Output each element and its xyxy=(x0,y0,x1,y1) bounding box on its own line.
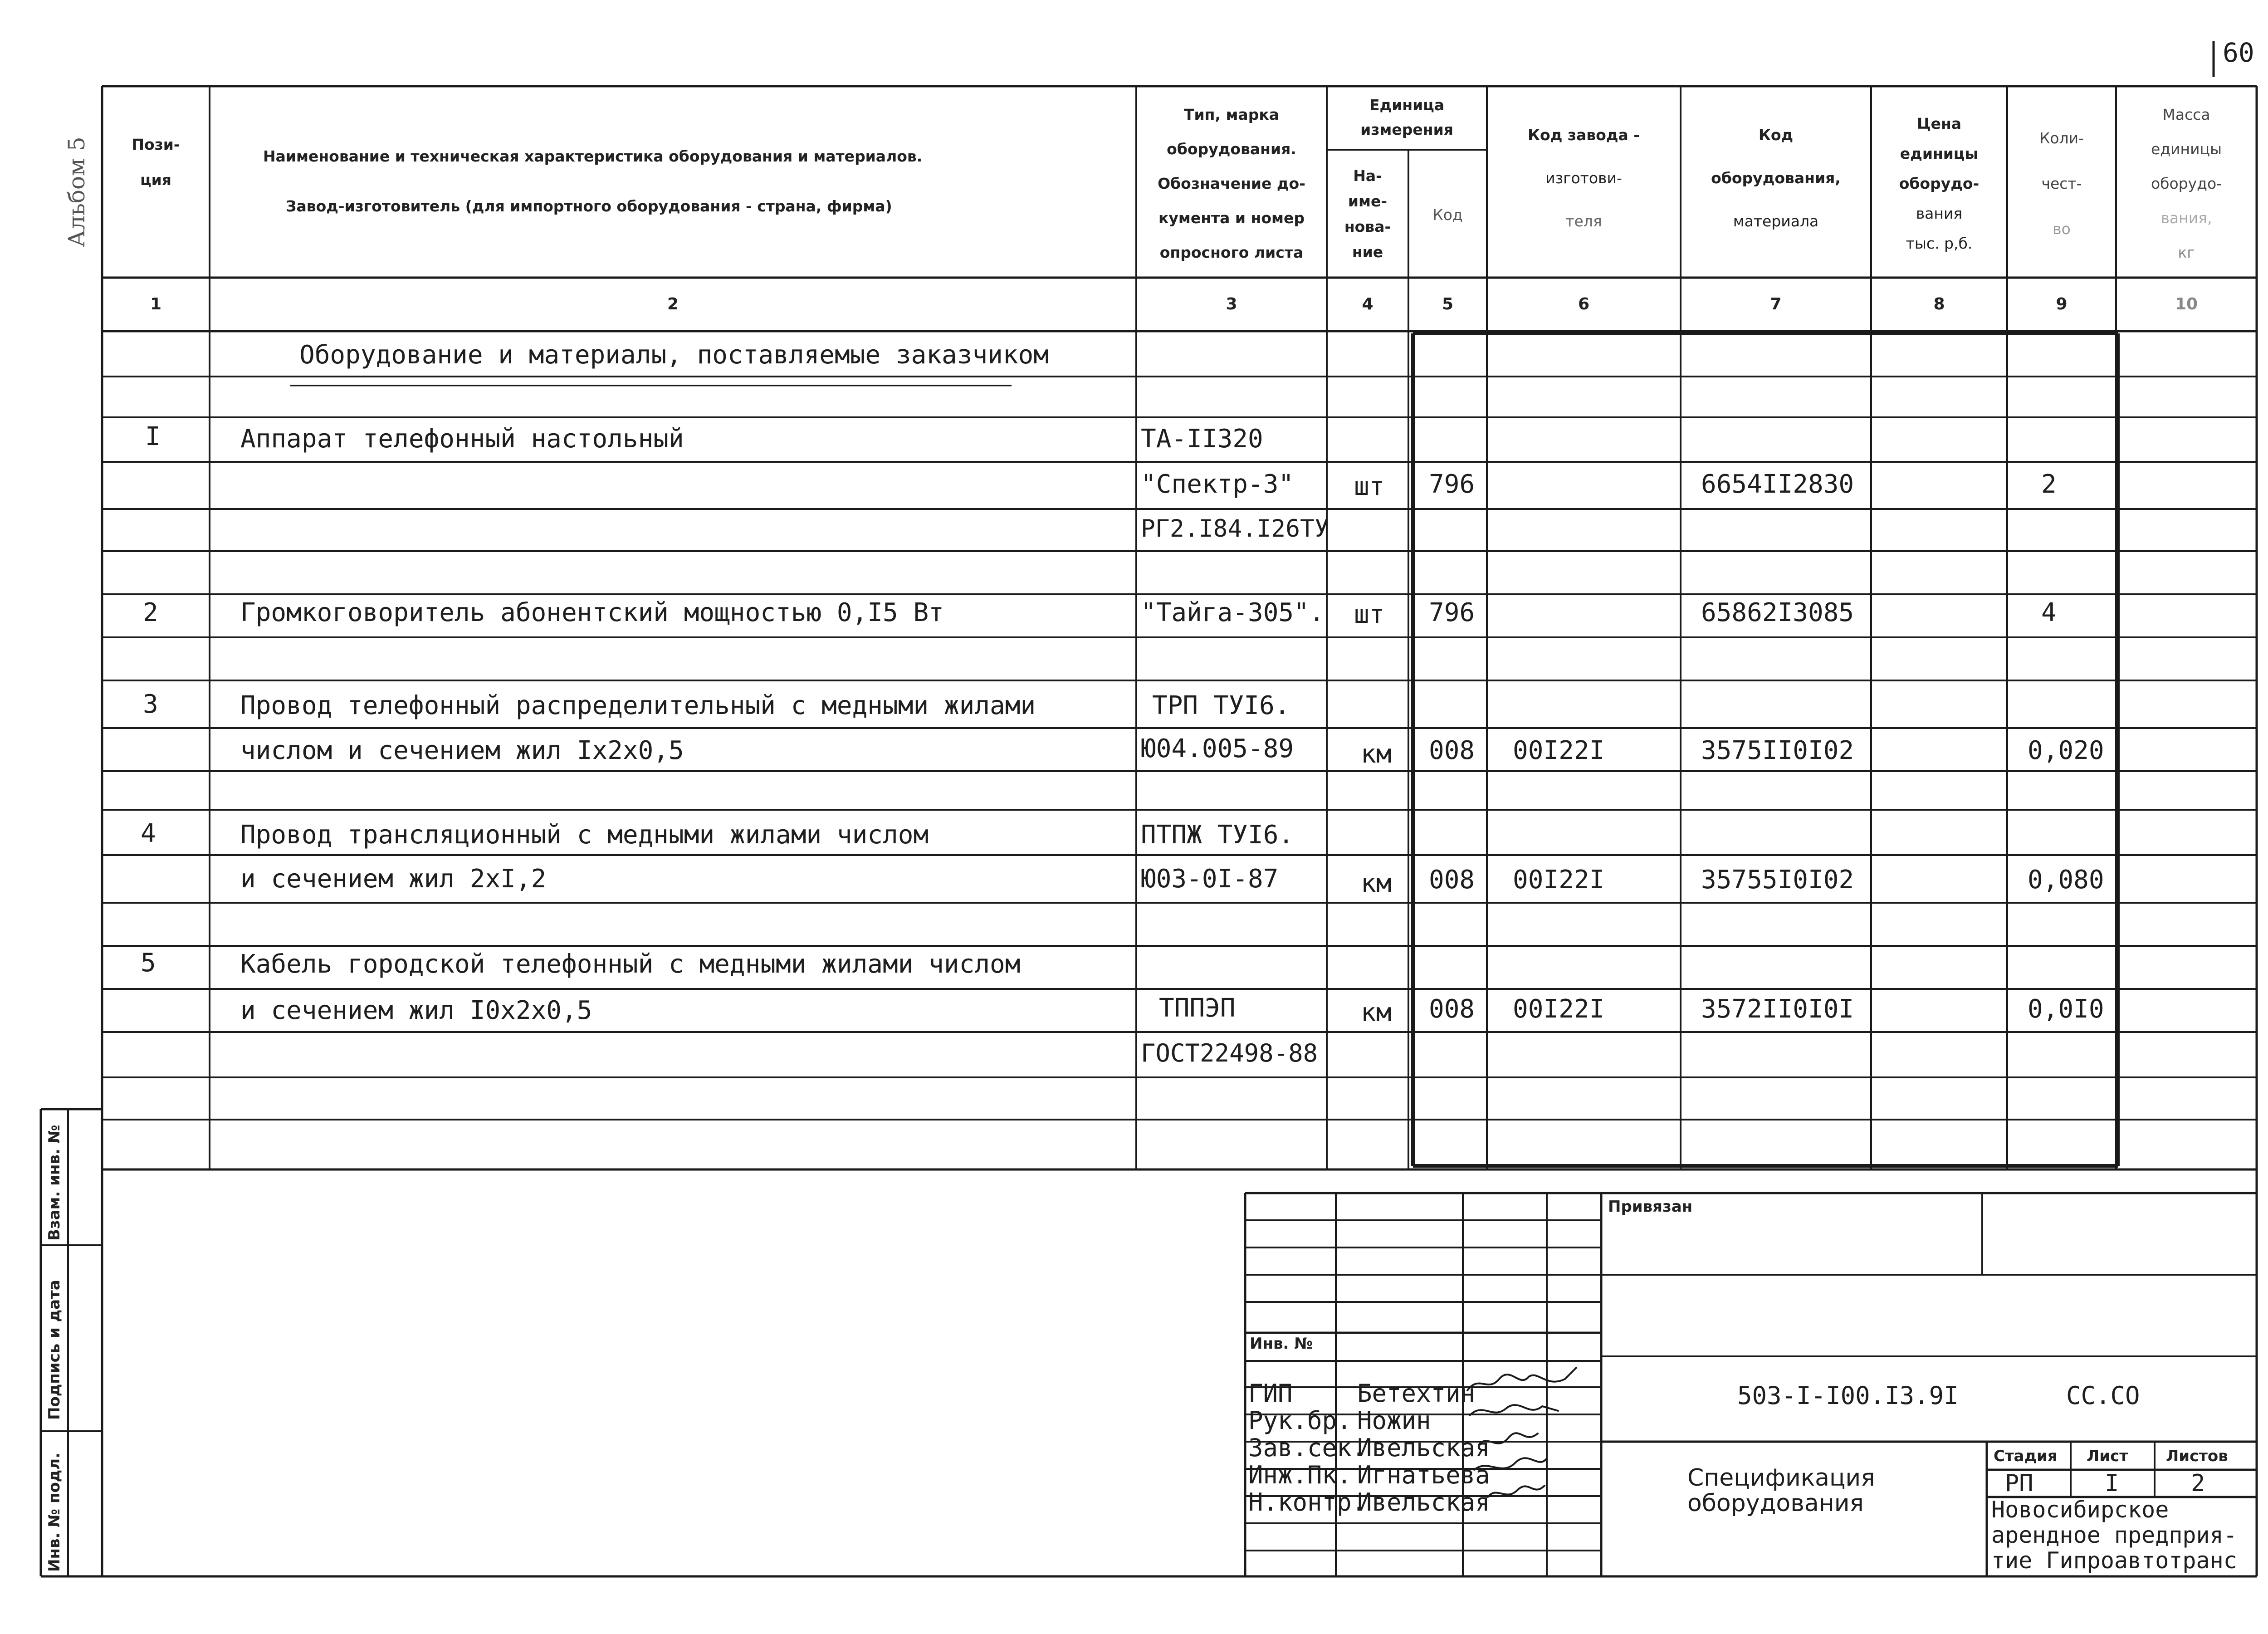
header-col1-line: Пози- xyxy=(132,136,180,153)
header-col3 xyxy=(1136,98,1327,270)
item-position: I xyxy=(145,422,161,451)
header-col7-line: оборудования, xyxy=(1711,169,1841,187)
item-unit: км xyxy=(1361,998,1392,1027)
column-number: 4 xyxy=(1362,295,1374,313)
item-material-code: 3575II0I02 xyxy=(1701,736,1854,765)
item-unit: шт xyxy=(1354,472,1385,501)
header-col4-line: име- xyxy=(1348,192,1388,210)
item-maker-code: 00I22I xyxy=(1513,865,1605,895)
organization xyxy=(1991,1497,2237,1573)
item-material-code: 6654II2830 xyxy=(1701,470,1854,499)
role-label: Зав.сек. xyxy=(1248,1433,1367,1462)
header-col4-line: На- xyxy=(1353,167,1382,185)
item-name: Громкоговоритель абонентский мощностью 0,I5 Вт xyxy=(240,598,944,627)
item-type: РГ2.I84.I26ТУ xyxy=(1141,515,1329,543)
document-title xyxy=(1687,1465,1875,1516)
role-label: Рук.бр. xyxy=(1248,1406,1352,1435)
item-name: и сечением жил 2хI,2 xyxy=(240,864,547,894)
sheet-label: Лист xyxy=(2087,1447,2128,1465)
header-col10-line: оборудо- xyxy=(2151,175,2222,192)
person-name: Ножин xyxy=(1357,1406,1431,1435)
item-type: ТППЭП xyxy=(1159,993,1236,1023)
item-type: "Тайга-305". xyxy=(1141,598,1325,627)
column-number: 3 xyxy=(1226,295,1237,313)
column-number: 5 xyxy=(1442,295,1454,313)
item-name: Провод трансляционный с медными жилами числом xyxy=(240,820,929,850)
column-number: 6 xyxy=(1578,295,1590,313)
header-col10-line: кг xyxy=(2178,244,2195,261)
column-number: 7 xyxy=(1770,295,1782,313)
item-position: 2 xyxy=(143,598,158,627)
header-col9-line: во xyxy=(2053,220,2071,238)
header-col3-line: Обозначение до- xyxy=(1158,175,1305,192)
item-maker-code: 00I22I xyxy=(1513,994,1605,1024)
header-col9 xyxy=(2007,116,2116,252)
role-label: Н.контр. xyxy=(1248,1488,1367,1517)
stage-label: Стадия xyxy=(1994,1447,2058,1465)
item-unit-code: 796 xyxy=(1429,598,1475,627)
role-label: Инж.Пк. xyxy=(1248,1461,1352,1489)
header-col8-line: Цена xyxy=(1916,115,1962,132)
header-unit xyxy=(1327,93,1487,142)
item-type: ГОСТ22498-88 xyxy=(1141,1039,1318,1067)
column-number: 1 xyxy=(150,295,162,313)
item-quantity: 2 xyxy=(2041,470,2057,499)
header-col3-line: опросного листа xyxy=(1159,244,1304,261)
header-col9-line: чест- xyxy=(2041,175,2082,192)
header-col6-line: изготови- xyxy=(1545,169,1622,187)
inv-no-label: Инв. № xyxy=(1250,1335,1313,1353)
organization-line: арендное предприя- xyxy=(1991,1522,2237,1548)
item-type: ПТПЖ ТУI6. xyxy=(1141,820,1294,850)
item-name: Провод телефонный распределительный с медными жилами xyxy=(240,691,1036,720)
header-col3-line: оборудования. xyxy=(1167,140,1296,158)
header-col7-line: материала xyxy=(1733,212,1819,230)
header-col4 xyxy=(1327,163,1408,265)
item-material-code: 3572II0I0I xyxy=(1701,994,1854,1024)
organization-line: тие Гипроавтотранс xyxy=(1991,1547,2237,1574)
item-quantity: 0,020 xyxy=(2028,736,2104,765)
header-col8-line: тыс. р,б. xyxy=(1906,235,1973,252)
header-col1 xyxy=(102,127,210,198)
side-stamp-label: Взам. инв. № xyxy=(45,1125,64,1241)
header-col6 xyxy=(1487,113,1681,243)
item-name: и сечением жил I0х2х0,5 xyxy=(240,996,592,1025)
organization-line: Новосибирское xyxy=(1991,1497,2169,1523)
header-col4-line: нова- xyxy=(1344,218,1391,235)
header-col9-line: Коли- xyxy=(2039,129,2084,147)
sheets-value: 2 xyxy=(2191,1470,2205,1497)
document-title-line: оборудования xyxy=(1687,1490,1864,1517)
section-title: Оборудование и материалы, поставляемые заказчиком xyxy=(299,340,1049,370)
header-col4-line: ние xyxy=(1352,243,1383,261)
page-number: 60 xyxy=(2223,37,2254,68)
header-col6-line: теля xyxy=(1565,212,1602,230)
item-material-code: 35755I0I02 xyxy=(1701,865,1854,895)
item-position: 5 xyxy=(141,948,156,978)
header-col5: Код xyxy=(1432,206,1463,224)
person-name: Ивельская xyxy=(1357,1488,1490,1517)
sheets-label: Листов xyxy=(2166,1447,2228,1465)
item-unit-code: 008 xyxy=(1429,736,1475,765)
sheet-value: I xyxy=(2105,1470,2119,1497)
header-col10 xyxy=(2116,98,2257,270)
item-type: Ю03-0I-87 xyxy=(1141,864,1279,894)
item-maker-code: 00I22I xyxy=(1513,736,1605,765)
header-col8 xyxy=(1871,109,2007,259)
item-quantity: 4 xyxy=(2041,598,2057,627)
header-col8-line: единицы xyxy=(1900,145,1979,162)
header-col2 xyxy=(213,132,1129,231)
column-numbers-row xyxy=(0,278,2268,331)
role-label: ГИП xyxy=(1248,1379,1293,1408)
header-col2-line: Завод-изготовитель (для импортного оборудования - страна, фирма) xyxy=(286,197,892,215)
item-position: 4 xyxy=(141,819,156,848)
column-number: 10 xyxy=(2175,295,2198,313)
header-col8-line: оборудо- xyxy=(1899,175,1980,192)
item-type: "Спектр-3" xyxy=(1141,470,1294,499)
header-unit-line: измерения xyxy=(1360,121,1453,138)
album-label: Альбом 5 xyxy=(64,137,90,247)
person-name: Ивельская xyxy=(1357,1433,1490,1462)
item-type: ТРП ТУI6. xyxy=(1152,691,1290,720)
document-code: 503-I-I00.I3.9I xyxy=(1737,1381,1959,1410)
item-unit: км xyxy=(1361,869,1392,898)
item-quantity: 0,080 xyxy=(2028,865,2104,895)
item-unit-code: 008 xyxy=(1429,865,1475,895)
handwritten-signatures xyxy=(1461,1365,1588,1520)
header-col7-line: Код xyxy=(1758,126,1794,144)
item-name: Кабель городской телефонный с медными жилами числом xyxy=(240,949,1021,979)
header-col10-line: единицы xyxy=(2151,140,2222,158)
document-title-line: Спецификация xyxy=(1687,1464,1875,1492)
item-unit-code: 796 xyxy=(1429,470,1475,499)
side-stamp-label: Инв. № подл. xyxy=(45,1452,64,1572)
header-col2-line: Наименование и техническая характеристика оборудования и материалов. xyxy=(263,147,923,165)
column-number: 2 xyxy=(667,295,679,313)
item-quantity: 0,0I0 xyxy=(2028,994,2104,1024)
column-number: 8 xyxy=(1933,295,1945,313)
header-col6-line: Код завода - xyxy=(1528,126,1640,144)
person-name: Бетехтин xyxy=(1357,1379,1476,1408)
item-name: числом и сечением жил Iх2х0,5 xyxy=(240,736,684,765)
header-col7 xyxy=(1681,113,1871,243)
item-unit-code: 008 xyxy=(1429,994,1475,1024)
header-col10-line: вания, xyxy=(2160,209,2212,227)
header-unit-line: Единица xyxy=(1369,96,1444,114)
item-position: 3 xyxy=(143,690,158,719)
person-name: Игнатьева xyxy=(1357,1461,1490,1489)
header-col1-line: ция xyxy=(140,171,171,189)
header-col3-line: Тип, марка xyxy=(1184,106,1279,123)
header-col3-line: кумента и номер xyxy=(1158,209,1305,227)
sheet-code: СС.СО xyxy=(2066,1381,2140,1410)
stage-value: РП xyxy=(2005,1470,2033,1497)
item-material-code: 65862I3085 xyxy=(1701,598,1854,627)
column-number: 9 xyxy=(2056,295,2068,313)
header-col8-line: вания xyxy=(1916,205,1963,222)
item-unit: шт xyxy=(1354,600,1385,629)
side-stamp-label: Подпись и дата xyxy=(45,1280,64,1420)
privyazan-label: Привязан xyxy=(1608,1198,1693,1216)
item-type: ТА-II320 xyxy=(1141,424,1263,454)
item-unit: км xyxy=(1361,739,1392,769)
item-type: Ю04.005-89 xyxy=(1141,734,1294,763)
header-col10-line: Масса xyxy=(2162,106,2210,123)
item-name: Аппарат телефонный настольный xyxy=(240,424,684,454)
